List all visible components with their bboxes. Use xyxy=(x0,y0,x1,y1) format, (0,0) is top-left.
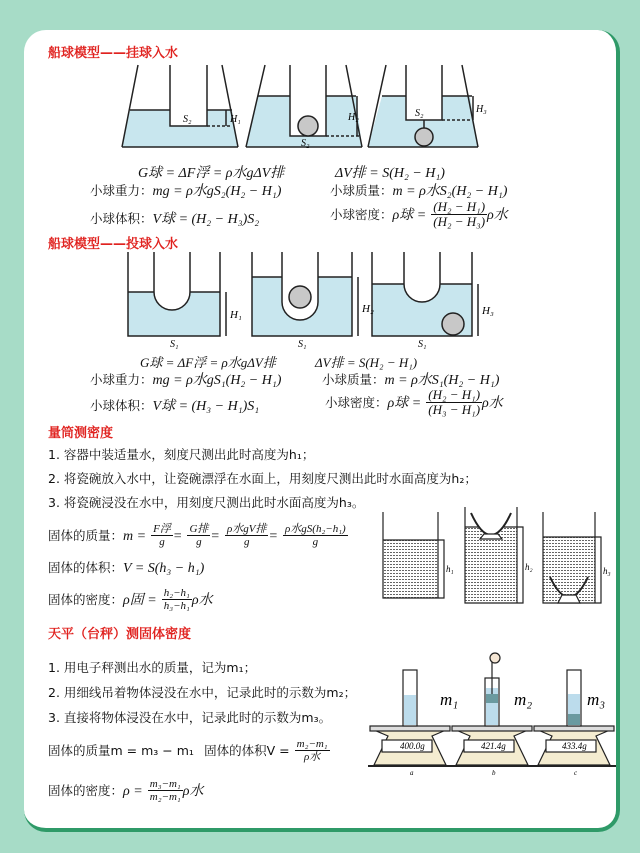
scale-reading-a: 400.0g xyxy=(400,741,425,751)
section-title-throw: 船球模型——投球入水 xyxy=(48,237,179,252)
mass-label: 固体的质量： xyxy=(48,528,124,543)
volume-formula: V球 = (H₃ − H₁)S₁ xyxy=(152,399,260,414)
frac-num: G排 xyxy=(189,523,209,535)
label-h1: H₁ xyxy=(230,114,241,125)
step-2: 2. 用细线吊着物体浸没在水中，记录此时的示数为m₂； xyxy=(48,685,357,700)
gravity-label: 小球重力： xyxy=(90,372,153,387)
label-h1: H₁ xyxy=(230,309,242,321)
scale-pan xyxy=(452,726,532,731)
mass-formula: 固体的质量m = m₃ − m₁ xyxy=(48,743,194,758)
frac-num: F浮 xyxy=(153,523,171,535)
label-h3: H₃ xyxy=(476,104,487,115)
section-title-hang: 船球模型——挂球入水 xyxy=(48,46,179,61)
step-1: 1. 用电子秤测出水的质量，记为m₁； xyxy=(48,660,257,675)
gravity-label: 小球重力： xyxy=(90,183,153,198)
step-3: 3. 直接将物体浸没在水中，记录此时的示数为m₃。 xyxy=(48,710,332,725)
hand-icon xyxy=(490,653,500,663)
mass-lhs: m = xyxy=(123,529,147,544)
label-h2: H₂ xyxy=(348,112,359,123)
cylinder-diagrams xyxy=(378,507,618,607)
label-s1: S₁ xyxy=(418,339,427,350)
scale-label-m1: m₁ xyxy=(440,690,459,709)
scale-label-m3: m₃ xyxy=(587,690,606,709)
label-s1: S₁ xyxy=(170,339,179,350)
mass-formula: m = ρ水S₂(H₂ − H₁) xyxy=(392,184,508,199)
density-denominator: (H₂ − H₃) xyxy=(433,214,486,229)
frac-num: ρ水gV排 xyxy=(226,523,267,535)
gravity-formula: mg = ρ水gS₁(H₂ − H₁) xyxy=(152,373,282,388)
label-h2: H₂ xyxy=(362,303,374,315)
density-denominator: m₂−m₁ xyxy=(149,791,181,803)
frac-den: g xyxy=(312,536,319,548)
density-denominator: h₃−h₁ xyxy=(163,600,190,612)
density-lhs: ρ球 = xyxy=(392,208,427,223)
density-rhs: ρ水 xyxy=(487,208,508,223)
volume-label: 固体的体积V = xyxy=(204,743,290,758)
density-lhs: ρ球 = xyxy=(387,396,422,411)
step-3: 3. 将瓷碗浸没在水中，用刻度尺测出此时水面高度为h₃。 xyxy=(48,495,365,510)
formula-delta-v: ΔV排 = S(H₂ − H₁) xyxy=(335,166,445,181)
label-s1: S₁ xyxy=(298,339,307,350)
density-numerator: m₃−m₁ xyxy=(149,778,181,790)
scale-label-m2: m₂ xyxy=(514,690,533,709)
step-1: 1. 容器中装适量水，刻度尺测出此时高度为h₁； xyxy=(48,447,315,462)
frac-den: g xyxy=(243,536,250,548)
scale-pan xyxy=(370,726,450,731)
section-title-cylinder: 量筒测密度 xyxy=(48,426,114,441)
formula-buoyancy: G球 = ΔF浮 = ρ水gΔV排 xyxy=(140,355,276,370)
formula-buoyancy: G球 = ΔF浮 = ρ水gΔV排 xyxy=(138,166,285,181)
scale-caption-a: a xyxy=(410,769,414,777)
mass-formula: m = ρ水S₁(H₂ − H₁) xyxy=(384,373,500,388)
scale-diagrams xyxy=(362,650,622,780)
equals: = xyxy=(210,529,220,544)
label-h2: h₂ xyxy=(525,562,533,572)
density-rhs: ρ水 xyxy=(482,396,503,411)
density-rhs: ρ水 xyxy=(191,593,213,608)
density-rhs: ρ水 xyxy=(182,784,204,799)
object xyxy=(486,694,498,703)
density-numerator: h₂−h₁ xyxy=(163,587,190,599)
throw-diagrams xyxy=(120,252,500,350)
density-label: 小球密度： xyxy=(330,207,393,222)
water xyxy=(404,695,416,725)
formula-delta-v: ΔV排 = S(H₂ − H₁) xyxy=(315,355,418,370)
hang-diagrams xyxy=(110,60,510,160)
mass-label: 小球质量： xyxy=(322,372,385,387)
frac-den: g xyxy=(159,536,165,548)
volume-numerator: m₂−m₁ xyxy=(296,738,328,750)
scale-reading-b: 421.4g xyxy=(481,741,506,751)
volume-formula: V = S(h₃ − h₁) xyxy=(123,561,205,576)
label-s2: S₂ xyxy=(415,108,424,119)
label-h3: h₃ xyxy=(603,566,611,576)
label-h1: h₁ xyxy=(446,564,454,574)
frac-num: ρ水gS(h₂−h₁) xyxy=(285,523,346,535)
volume-formula: V球 = (H₂ − H₃)S₂ xyxy=(152,212,260,227)
density-numerator: (H₂ − H₁) xyxy=(428,387,481,402)
density-lhs: ρ固 = xyxy=(123,593,157,608)
label-h3: H₃ xyxy=(482,305,494,317)
step-2: 2. 将瓷碗放入水中，让瓷碗漂浮在水面上，用刻度尺测出此时水面高度为h₂； xyxy=(48,471,477,486)
volume-label: 固体的体积： xyxy=(48,560,124,575)
mass-label: 小球质量： xyxy=(330,183,393,198)
equals: = xyxy=(268,529,278,544)
volume-label: 小球体积： xyxy=(90,211,153,226)
section-title-balance: 天平（台秤）测固体密度 xyxy=(48,627,192,642)
object xyxy=(568,714,580,725)
equals: = xyxy=(172,529,183,544)
volume-denominator: ρ水 xyxy=(304,751,321,763)
density-label: 固体的密度： xyxy=(48,783,124,798)
density-denominator: (H₃ − H₁) xyxy=(428,402,481,417)
density-label: 小球密度： xyxy=(325,395,388,410)
scale-caption-c: c xyxy=(574,769,578,777)
label-s2: S₂ xyxy=(301,138,310,149)
gravity-formula: mg = ρ水gS₂(H₂ − H₁) xyxy=(152,184,282,199)
scale-pan xyxy=(534,726,614,731)
scale-reading-c: 433.4g xyxy=(562,741,587,751)
density-label: 固体的密度： xyxy=(48,592,124,607)
scale-caption-b: b xyxy=(492,769,496,777)
label-s2: S₂ xyxy=(183,114,192,125)
density-lhs: ρ = xyxy=(123,784,143,799)
volume-label: 小球体积： xyxy=(90,398,153,413)
frac-den: g xyxy=(196,536,202,548)
density-numerator: (H₂ − H₁) xyxy=(433,199,486,214)
